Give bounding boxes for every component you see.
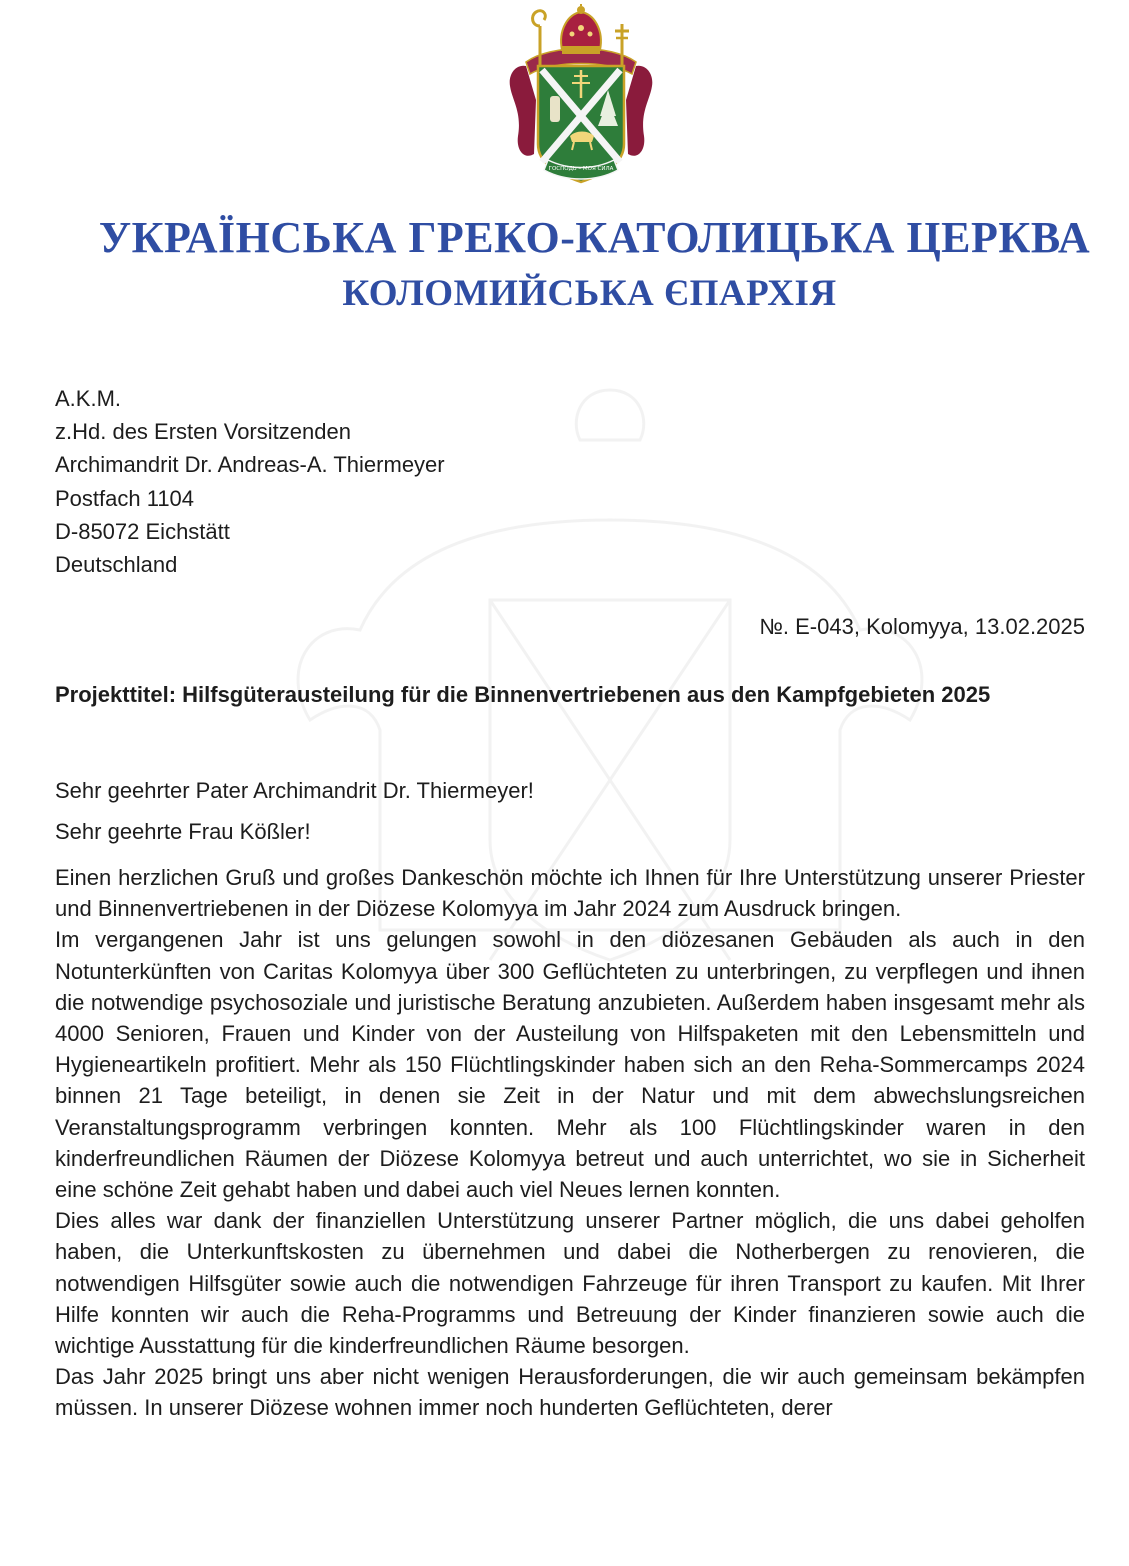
salutation-line: Sehr geehrter Pater Archimandrit Dr. Thiermeyer!: [55, 778, 534, 803]
address-line: Postfach 1104: [55, 485, 195, 511]
emblem-motto: ГОСПОДЬ – МОЯ СИЛА: [548, 166, 614, 172]
body-paragraph: Dies alles war dank der finanziellen Unterstützung unserer Partner möglich, die uns dabei geholfen haben, die Unterkunftskosten zu übernehmen und dabei die Notherbergen zu renovieren, die notwendigen Hilfsgüter sowie auch die notwendigen Fahrzeuge für ihren Transport zu kaufen. Mit Ihrer Hilfe konnten wir auch die Reha-Programms und Betreuung der Kinder finanzieren sowie auch die wichtige Ausstattung für die kinderfreundlichen Räume besorgen.: [55, 1208, 1085, 1359]
eparchy-name-heading: КОЛОМИЙСЬКА ЄПАРХІЯ: [342, 273, 837, 314]
letter-body: [55, 862, 1085, 1424]
recipient-address: [55, 382, 445, 581]
mantle-shape: [626, 66, 652, 156]
body-paragraph: Im vergangenen Jahr ist uns gelungen sowohl in den diözesanen Gebäuden als auch in den Notunterkünften von Caritas Kolomyya über 300 Geflüchteten zu unterbringen, zu verpflegen und ihnen die notwendige psychosoziale und juristische Beratung anzubieten. Außerdem haben insgesamt mehr als 4000 Senioren, Frauen und Kinder von der Austeilung von Hilfspaketen mit den Lebensmitteln und Hygieneartikeln profitiert. Mehr als 150 Flüchtlingskinder haben sich an den Reha-Sommercamps 2024 binnen 21 Tage beteiligt, in denen sie Zeit in der Natur und mit dem abwechslungsreichen Veranstaltungsprogramm verbringen konnten. Mehr als 100 Flüchtlingskinder waren in den kinderfreundlichen Räumen der Diözese Kolomyya betreut und auch unterrichtet, wo sie in Sicherheit eine schöne Zeit gehabt haben und dabei auch viel Neues lernen konnten.: [55, 927, 1085, 1203]
address-line: D-85072 Eichstätt: [55, 518, 230, 544]
project-title: Projekttitel: Hilfsgüterausteilung für die Binnenvertriebenen aus den Kampfgebieten 2025: [55, 682, 991, 707]
body-paragraph: Einen herzlichen Gruß und großes Dankeschön möchte ich Ihnen für Ihre Unterstützung unserer Priester und Binnenvertriebenen in der Diözese Kolomyya im Jahr 2024 zum Ausdruck bringen.: [55, 865, 1085, 922]
coat-of-arms-emblem: [496, 4, 666, 192]
address-line: Archimandrit Dr. Andreas-A. Thiermeyer: [55, 452, 445, 478]
salutation-line: Sehr geehrte Frau Kößler!: [55, 819, 311, 844]
mantle-shape: [510, 66, 536, 156]
address-line: A.K.M.: [55, 386, 122, 411]
church-name-heading: УКРАЇНСЬКА ГРЕКО-КАТОЛИЦЬКА ЦЕРКВА: [98, 213, 1091, 262]
reference-date-line: №. E-043, Kolomyya, 13.02.2025: [759, 614, 1085, 639]
body-paragraph: Das Jahr 2025 bringt uns aber nicht wenigen Herausforderungen, die wir auch gemeinsam bekämpfen müssen. In unserer Diözese wohnen immer noch hunderten Geflüchteten, derer: [55, 1364, 1085, 1421]
address-line: z.Hd. des Ersten Vorsitzenden: [55, 419, 351, 445]
address-line: Deutschland: [55, 552, 178, 578]
